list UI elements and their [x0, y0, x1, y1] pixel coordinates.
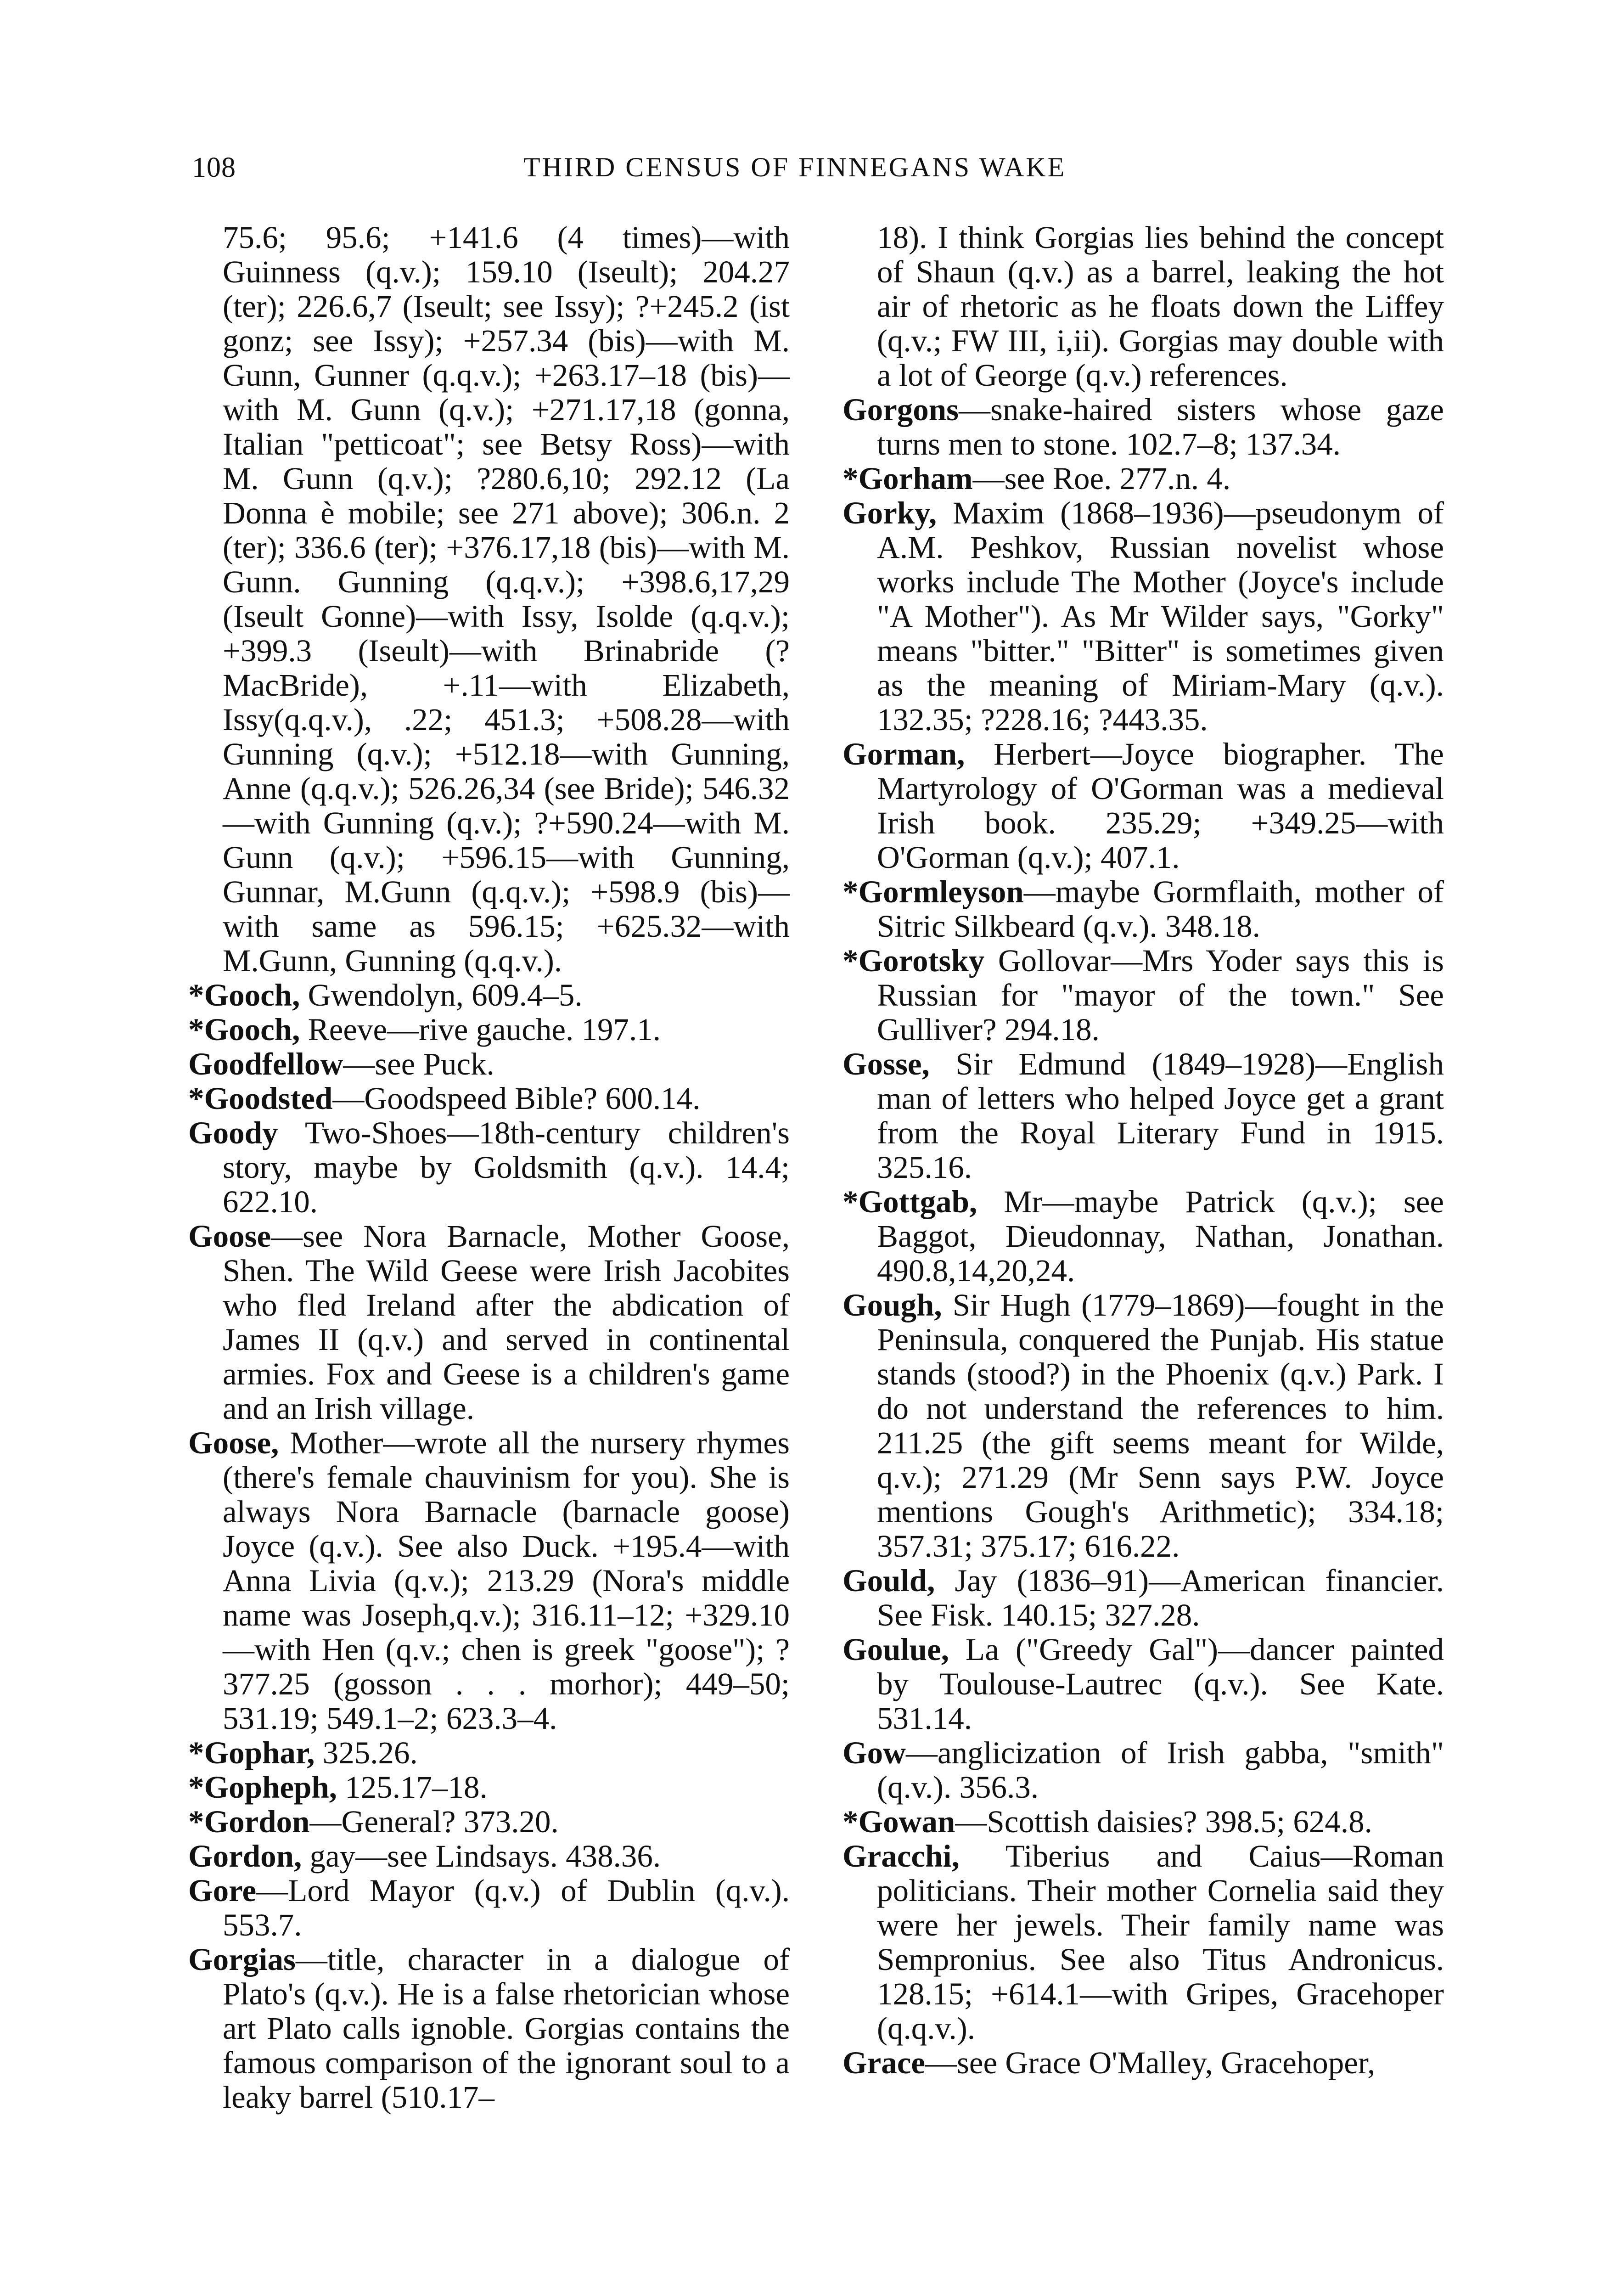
entry-text: Mother—wrote all the nursery rhymes (there's female chauvinism for you). She is always Nora Barnacle (barnacle goose) Joyce (q.v.). See also Duck. +195.4—with Anna Livia (q.v.); 213.29 (Nora's middle name was Joseph,q.v.); 316.11–12; +329.10—with Hen (q.v.; chen is greek "goose"); ?377.25 (gosson . . . morhor); 449–50; 531.19; 549.1–2; 623.3–4.: [223, 1425, 790, 1736]
entry-headword: *Gophar,: [188, 1735, 315, 1770]
index-entry: [188, 1219, 790, 1426]
entry-text: Reeve—rive gauche. 197.1.: [300, 1012, 661, 1047]
index-entry: [188, 1736, 790, 1770]
entry-text: Jay (1836–91)—American financier. See Fisk. 140.15; 327.28.: [877, 1563, 1444, 1632]
entry-text: Two-Shoes—18th-century children's story, maybe by Goldsmith (q.v.). 14.4; 622.10.: [223, 1115, 790, 1219]
entry-headword: Gorky,: [843, 495, 937, 530]
entry-text: —General? 373.20.: [309, 1804, 559, 1839]
entry-headword: *Gopheph,: [188, 1770, 337, 1805]
entry-headword: Gorgias: [188, 1942, 296, 1977]
entry-headword: Gorgons: [843, 392, 959, 427]
index-entry: [843, 1288, 1444, 1564]
running-head: THIRD CENSUS OF FINNEGANS WAKE: [523, 152, 1067, 182]
index-entry: [188, 1805, 790, 1839]
entry-headword: Goose: [188, 1219, 271, 1254]
entry-text: gay—see Lindsays. 438.36.: [302, 1839, 661, 1874]
entry-headword: Gould,: [843, 1563, 935, 1598]
entry-text: Tiberius and Caius—Roman politicians. Their mother Cornelia said they were her jewels. Their family name was Sempronius. See also Titus Andronicus. 128.15; +614.1—with Gripes, Gracehoper (q.q.v.).: [877, 1839, 1444, 2046]
index-entry: [188, 1013, 790, 1047]
entry-text: Mr—maybe Patrick (q.v.); see Baggot, Dieudonnay, Nathan, Jonathan. 490.8,14,20,24.: [877, 1184, 1444, 1288]
entry-headword: Goose,: [188, 1425, 279, 1460]
entry-text: —see Grace O'Malley, Gracehoper,: [925, 2045, 1376, 2080]
entry-headword: Gore: [188, 1873, 257, 1908]
index-entry: [843, 220, 1444, 393]
entry-text: —maybe Gormflaith, mother of Sitric Silkbeard (q.v.). 348.18.: [877, 874, 1444, 944]
index-entry: [188, 1081, 790, 1116]
index-entry: [843, 2046, 1444, 2080]
entry-text: —snake-haired sisters whose gaze turns men to stone. 102.7–8; 137.34.: [877, 392, 1444, 461]
entry-text: —anglicization of Irish gabba, "smith" (q.v.). 356.3.: [877, 1735, 1444, 1805]
entry-text: —see Roe. 277.n. 4.: [972, 461, 1231, 496]
index-entry: [843, 737, 1444, 875]
entry-text: —see Puck.: [343, 1047, 494, 1081]
index-entry: [843, 875, 1444, 944]
index-entry: [843, 1805, 1444, 1839]
entry-headword: Gordon,: [188, 1839, 302, 1874]
entry-headword: Grace: [843, 2045, 926, 2080]
index-entry: [188, 1942, 790, 2115]
entry-text: Maxim (1868–1936)—pseudonym of A.M. Peshkov, Russian novelist whose works include The Mother (Joyce's include "A Mother"). As Mr Wilder says, "Gorky" means "bitter." "Bitter" is sometimes given as the meaning of Miriam-Mary (q.v.). 132.35; ?228.16; ?443.35.: [877, 495, 1444, 737]
entry-headword: *Gorotsky: [843, 943, 985, 978]
entry-headword: Gough,: [843, 1288, 942, 1322]
index-entry: [843, 393, 1444, 461]
entry-headword: *Gordon: [188, 1804, 310, 1839]
entry-headword: Gorman,: [843, 737, 965, 771]
index-entry: [843, 944, 1444, 1047]
entry-text: Herbert—Joyce biographer. The Martyrology of O'Gorman was a medieval Irish book. 235.29; +349.25—with O'Gorman (q.v.); 407.1.: [877, 737, 1444, 875]
index-entry: [188, 1426, 790, 1736]
entry-text: Sir Hugh (1779–1869)—fought in the Peninsula, conquered the Punjab. His statue stands (stood?) in the Phoenix (q.v.) Park. I do not understand the references to him. 211.25 (the gift seems meant for Wilde, q.v.); 271.29 (Mr Senn says P.W. Joyce mentions Gough's Arithmetic); 334.18; 357.31; 375.17; 616.22.: [877, 1288, 1444, 1564]
entry-text: 75.6; 95.6; +141.6 (4 times)—with Guinness (q.v.); 159.10 (Iseult); 204.27 (ter); 226.6,7 (Iseult; see Issy); ?+245.2 (ist gonz; see Issy); +257.34 (bis)—with M. Gunn, Gunner (q.q.v.); +263.17–18 (bis)—with M. Gunn (q.v.); +271.17,18 (gonna, Italian "petticoat"; see Betsy Ross)—with M. Gunn (q.v.); ?280.6,10; 292.12 (La Donna è mobile; see 271 above); 306.n. 2 (ter); 336.6 (ter); +376.17,18 (bis)—with M. Gunn. Gunning (q.q.v.); +398.6,17,29 (Iseult Gonne)—with Issy, Isolde (q.q.v.); +399.3 (Iseult)—with Brinabride (?MacBride), +.11—with Elizabeth, Issy(q.q.v.), .22; 451.3; +508.28—with Gunning (q.v.); +512.18—with Gunning, Anne (q.q.v.); 526.26,34 (see Bride); 546.32—with Gunning (q.v.); ?+590.24—with M. Gunn (q.v.); +596.15—with Gunning, Gunnar, M.Gunn (q.q.v.); +598.9 (bis)—with same as 596.15; +625.32—with M.Gunn, Gunning (q.q.v.).: [223, 220, 790, 978]
entry-headword: Goody: [188, 1115, 278, 1150]
entry-text: 125.17–18.: [337, 1770, 488, 1805]
index-entry: [843, 1736, 1444, 1805]
entry-text: —title, character in a dialogue of Plato's (q.v.). He is a false rhetorician whose art Plato calls ignoble. Gorgias contains the famous comparison of the ignorant soul to a leaky barrel (510.17–: [223, 1942, 790, 2115]
index-entry: [843, 1564, 1444, 1632]
entry-headword: *Gottgab,: [843, 1184, 977, 1219]
index-entry: [843, 1047, 1444, 1185]
page-header: [0, 152, 1612, 193]
entry-headword: *Gooch,: [188, 978, 300, 1013]
index-entry: [843, 461, 1444, 496]
entry-text: Gollovar—Mrs Yoder says this is Russian for "mayor of the town." See Gulliver? 294.18.: [877, 943, 1444, 1047]
entry-text: —Lord Mayor (q.v.) of Dublin (q.v.). 553.7.: [223, 1873, 790, 1942]
entry-headword: *Gooch,: [188, 1012, 300, 1047]
entry-headword: *Goodsted: [188, 1081, 333, 1116]
index-entry: [188, 1874, 790, 1942]
index-entry: [843, 1839, 1444, 2046]
entry-text: —Scottish daisies? 398.5; 624.8.: [955, 1804, 1372, 1839]
index-entry: [188, 978, 790, 1013]
entry-headword: Goulue,: [843, 1632, 949, 1667]
entry-text: 18). I think Gorgias lies behind the concept of Shaun (q.v.) as a barrel, leaking the hot air of rhetoric as he floats down the Liffey (q.v.; FW III, i,ii). Gorgias may double with a lot of George (q.v.) references.: [877, 220, 1444, 393]
index-entry: [188, 1839, 790, 1874]
index-entry: [843, 1185, 1444, 1288]
right-column: [843, 220, 1444, 2080]
entry-headword: Gracchi,: [843, 1839, 960, 1874]
index-entry: [188, 1116, 790, 1219]
entry-headword: *Gorham: [843, 461, 973, 496]
index-entry: [843, 496, 1444, 737]
entry-text: Sir Edmund (1849–1928)—English man of letters who helped Joyce get a grant from the Royal Literary Fund in 1915. 325.16.: [877, 1047, 1444, 1185]
entry-headword: *Gowan: [843, 1804, 955, 1839]
entry-text: 325.26.: [315, 1735, 418, 1770]
entry-text: Gwendolyn, 609.4–5.: [300, 978, 583, 1013]
index-entry: [188, 1047, 790, 1081]
index-entry: [188, 1770, 790, 1805]
entry-headword: Gosse,: [843, 1047, 930, 1081]
entry-headword: Gow: [843, 1735, 906, 1770]
entry-text: —Goodspeed Bible? 600.14.: [332, 1081, 701, 1116]
left-column: [188, 220, 790, 2115]
entry-text: La ("Greedy Gal")—dancer painted by Toulouse-Lautrec (q.v.). See Kate. 531.14.: [877, 1632, 1444, 1736]
entry-text: —see Nora Barnacle, Mother Goose, Shen. The Wild Geese were Irish Jacobites who fled Ireland after the abdication of James II (q.v.) and served in continental armies. Fox and Geese is a children's game and an Irish village.: [223, 1219, 790, 1426]
index-entry: [843, 1632, 1444, 1736]
page-number: 108: [192, 152, 236, 183]
index-entry: [188, 220, 790, 978]
entry-headword: *Gormleyson: [843, 874, 1024, 909]
entry-headword: Goodfellow: [188, 1047, 343, 1081]
